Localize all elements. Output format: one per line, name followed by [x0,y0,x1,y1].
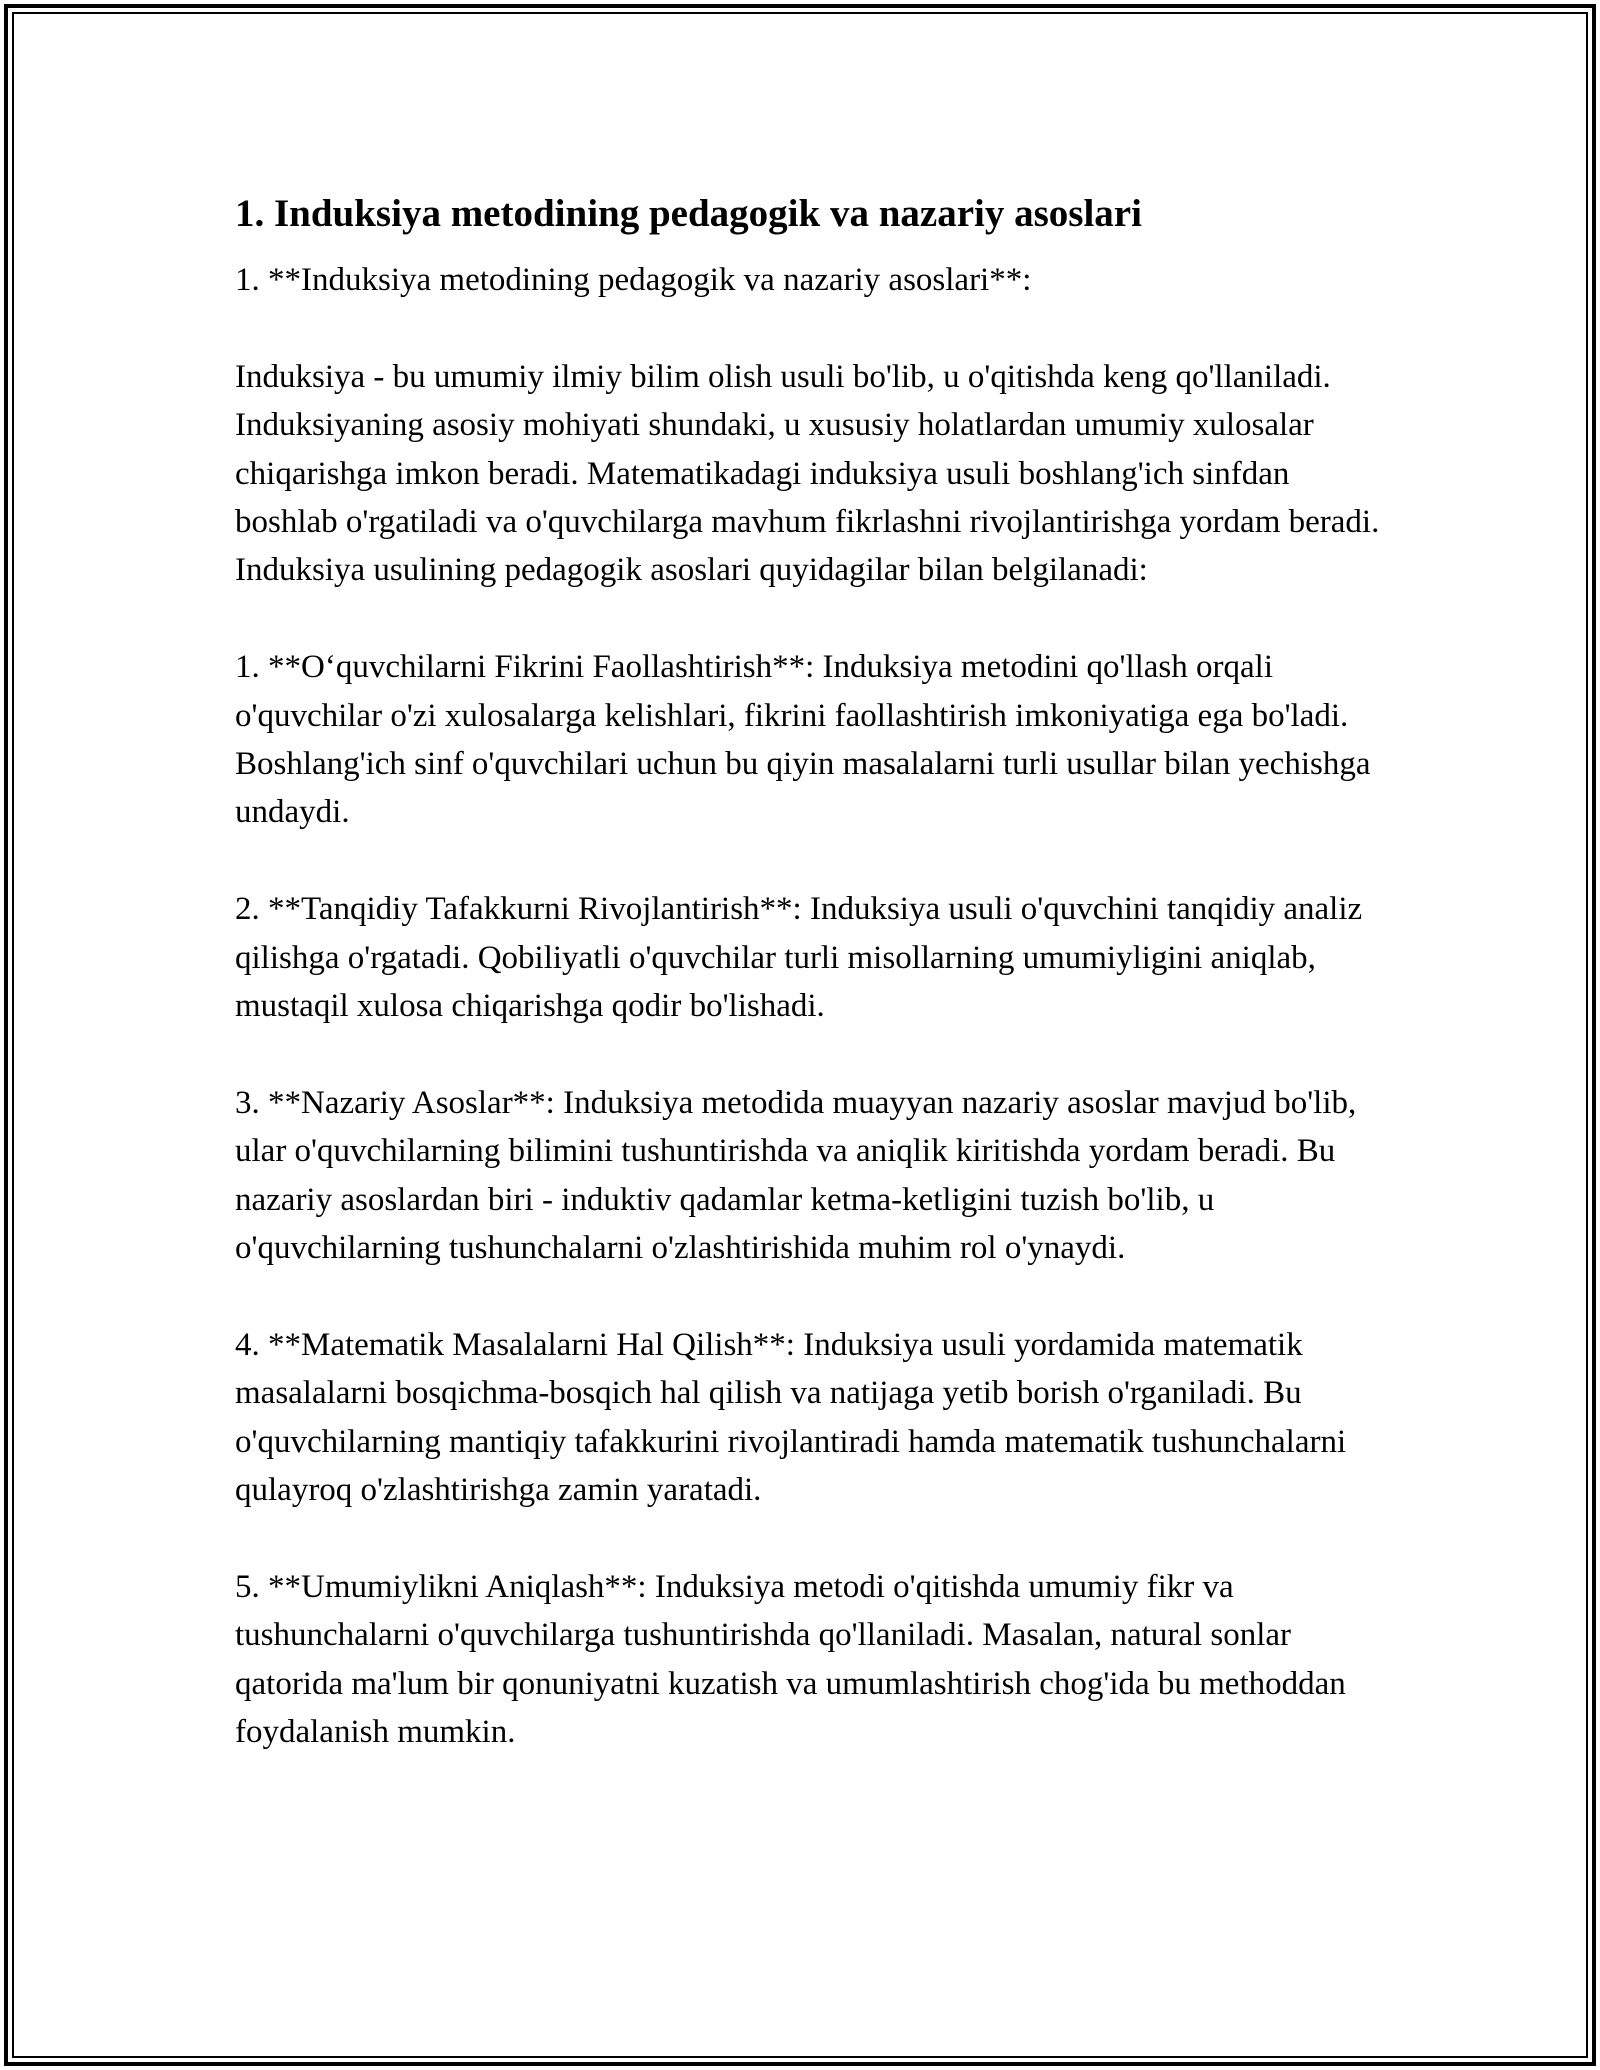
section-heading: 1. Induksiya metodining pedagogik va nazariy asoslari [235,192,1142,235]
paragraph-item-5: 5. **Umumiylikni Aniqlash**: Induksiya metodi o'qitishda umumiy fikr va tushunchalarni o'quvchilarga tushuntirishda qo'llaniladi. Masalan, natural sonlar qatorida ma'lum bir qonuniyatni kuzatish va umumlashtirish chog'ida bu methoddan foydalanish mumkin. [235,1568,1346,1751]
paragraph-intro: Induksiya - bu umumiy ilmiy bilim olish usuli bo'lib, u o'qitishda keng qo'llaniladi. Induksiyaning asosiy mohiyati shundaki, u xususiy holatlardan umumiy xulosalar chiqarishga imkon beradi. Matematikadagi induksiya usuli boshlang'ich sinfdan boshlab o'rgatiladi va o'quvchilarga mavhum fikrlashni rivojlantirishga yordam beradi. Induksiya usulining pedagogik asoslari quyidagilar bilan belgilanadi: [235,358,1380,589]
paragraph-item-2: 2. **Tanqidiy Tafakkurni Rivojlantirish**: Induksiya usuli o'quvchini tanqidiy analiz qilishga o'rgatadi. Qobiliyatli o'quvchilar turli misollarning umumiyligini aniqlab, mustaqil xulosa chiqarishga qodir bo'lishadi. [235,891,1363,1025]
paragraph-item-4: 4. **Matematik Masalalarni Hal Qilish**: Induksiya usuli yordamida matematik masalalarni bosqichma-bosqich hal qilish va natijaga yetib borish o'rganiladi. Bu o'quvchilarning mantiqiy tafakkurini rivojlantiradi hamda matematik tushunchalarni qulayroq o'zlashtirishga zamin yaratadi. [235,1326,1347,1509]
paragraph-item-1: 1. **O‘quvchilarni Fikrini Faollashtirish**: Induksiya metodini qo'llash orqali o'quvchilar o'zi xulosalarga kelishlari, fikrini faollashtirish imkoniyatiga ega bo'ladi. Boshlang'ich sinf o'quvchilari uchun bu qiyin masalalarni turli usullar bilan yechishga undaydi. [235,649,1371,831]
document-body [235,188,1395,1757]
paragraph-item-3: 3. **Nazariy Asoslar**: Induksiya metodida muayyan nazariy asoslar mavjud bo'lib, ular o'quvchilarning bilimini tushuntirishda va aniqlik kiritishda yordam beradi. Bu nazariy asoslardan biri - induktiv qadamlar ketma-ketligini tuzish bo'lib, u o'quvchilarning tushunchalarni o'zlashtirishida muhim rol o'ynaydi. [235,1084,1357,1267]
paragraph-title: 1. **Induksiya metodining pedagogik va nazariy asoslari**: [235,262,1032,298]
